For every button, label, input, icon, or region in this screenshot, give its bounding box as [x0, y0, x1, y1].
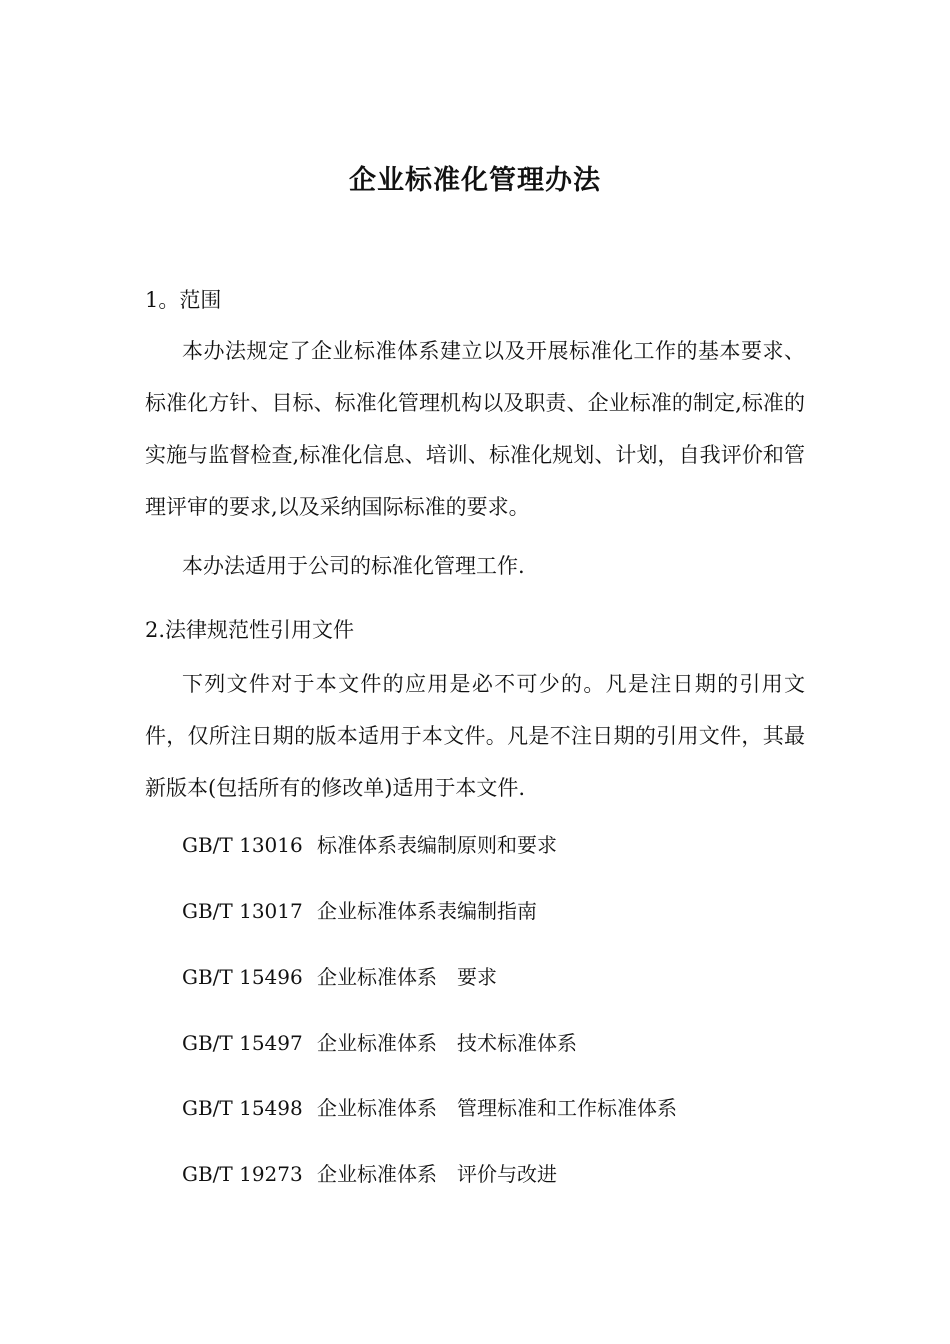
standard-code: GB/T 13017 [182, 899, 303, 923]
standard-item [182, 1028, 577, 1058]
standard-name: 企业标准体系 管理标准和工作标准体系 [317, 1096, 677, 1120]
standard-code: GB/T 13016 [182, 833, 303, 857]
standard-name: 企业标准体系 技术标准体系 [317, 1031, 577, 1055]
standard-name: 企业标准体系表编制指南 [317, 899, 537, 923]
section-1-heading: 1。范围 [145, 288, 222, 312]
standard-item [182, 962, 497, 992]
standard-code: GB/T 15497 [182, 1031, 303, 1055]
document-title: 企业标准化管理办法 [349, 165, 601, 196]
standard-item [182, 1159, 557, 1189]
standard-name: 企业标准体系 要求 [317, 965, 497, 989]
section-2-paragraph-1: 下列文件对于本文件的应用是必不可少的。凡是注日期的引用文件，仅所注日期的版本适用于本文件。凡是不注日期的引用文件，其最新版本(包括所有的修改单)适用于本文件. [145, 672, 805, 800]
standard-name: 标准体系表编制原则和要求 [317, 833, 557, 857]
section-1-paragraph-1: 本办法规定了企业标准体系建立以及开展标准化工作的基本要求、标准化方针、目标、标准化管理机构以及职责、企业标准的制定,标准的实施与监督检查,标准化信息、培训、标准化规划、计划，自我评价和管理评审的要求,以及采纳国际标准的要求。 [145, 339, 805, 519]
section-2-heading: 2.法律规范性引用文件 [145, 618, 355, 642]
standard-item [182, 1093, 677, 1123]
standard-item [182, 830, 557, 860]
standard-item [182, 896, 537, 926]
standard-code: GB/T 15496 [182, 965, 303, 989]
standard-code: GB/T 15498 [182, 1096, 303, 1120]
section-1-paragraph-2: 本办法适用于公司的标准化管理工作. [182, 554, 525, 578]
standard-code: GB/T 19273 [182, 1162, 303, 1186]
standard-name: 企业标准体系 评价与改进 [317, 1162, 557, 1186]
